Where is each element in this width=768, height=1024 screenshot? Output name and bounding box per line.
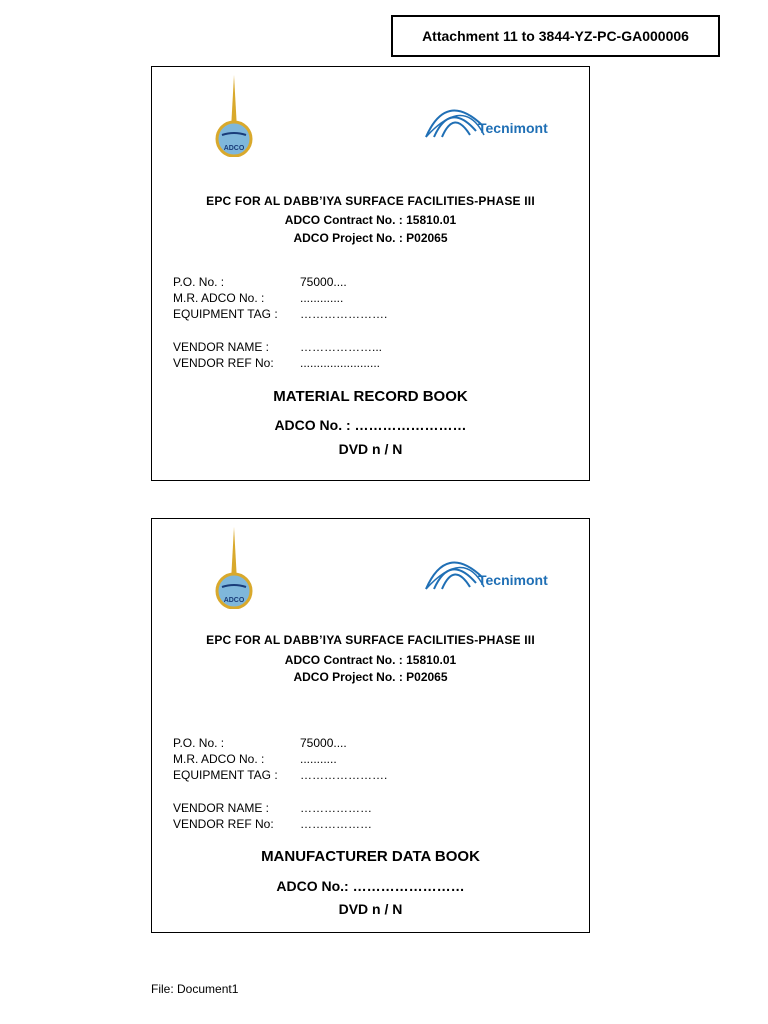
field-vendor-ref: VENDOR REF No: ……………… <box>173 817 372 831</box>
field-mr-adco-no: M.R. ADCO No. : ........... <box>173 752 337 766</box>
dvd-number: DVD n / N <box>338 901 403 917</box>
manufacturer-data-book-label <box>151 518 590 933</box>
field-equipment-tag: EQUIPMENT TAG : …………………. <box>173 307 388 321</box>
tecnimont-wordmark: Tecnimont <box>478 120 548 136</box>
footer-filename: File: Document1 <box>151 982 239 996</box>
field-po-no: P.O. No. : 75000.... <box>173 275 347 289</box>
adco-logo <box>214 527 254 609</box>
adco-number: ADCO No.: …………………… <box>276 878 465 894</box>
field-vendor-name: VENDOR NAME : ………………... <box>173 340 383 354</box>
field-vendor-ref: VENDOR REF No: ........................ <box>173 356 381 370</box>
material-record-book-label <box>151 66 590 481</box>
project-number: ADCO Project No. : P02065 <box>293 231 448 245</box>
field-po-no: P.O. No. : 75000.... <box>173 736 347 750</box>
book-title: MATERIAL RECORD BOOK <box>273 388 468 405</box>
tecnimont-wordmark: Tecnimont <box>478 572 548 588</box>
book-title: MANUFACTURER DATA BOOK <box>261 848 480 865</box>
field-vendor-name: VENDOR NAME : ……………… <box>173 801 372 815</box>
project-title: EPC FOR AL DABB’IYA SURFACE FACILITIES-PHASE III <box>206 633 535 647</box>
svg-text:ADCO: ADCO <box>223 597 245 604</box>
field-mr-adco-no: M.R. ADCO No. : ............. <box>173 291 344 305</box>
svg-text:ADCO: ADCO <box>223 145 245 152</box>
project-number: ADCO Project No. : P02065 <box>293 670 448 684</box>
project-title: EPC FOR AL DABB’IYA SURFACE FACILITIES-PHASE III <box>206 194 535 208</box>
adco-logo <box>214 75 254 157</box>
field-equipment-tag: EQUIPMENT TAG : …………………. <box>173 768 388 782</box>
dvd-number: DVD n / N <box>338 441 403 457</box>
contract-number: ADCO Contract No. : 15810.01 <box>284 653 457 667</box>
adco-number: ADCO No. : …………………… <box>274 417 467 433</box>
contract-number: ADCO Contract No. : 15810.01 <box>284 213 457 227</box>
attachment-reference: Attachment 11 to 3844-YZ-PC-GA000006 <box>391 15 720 57</box>
